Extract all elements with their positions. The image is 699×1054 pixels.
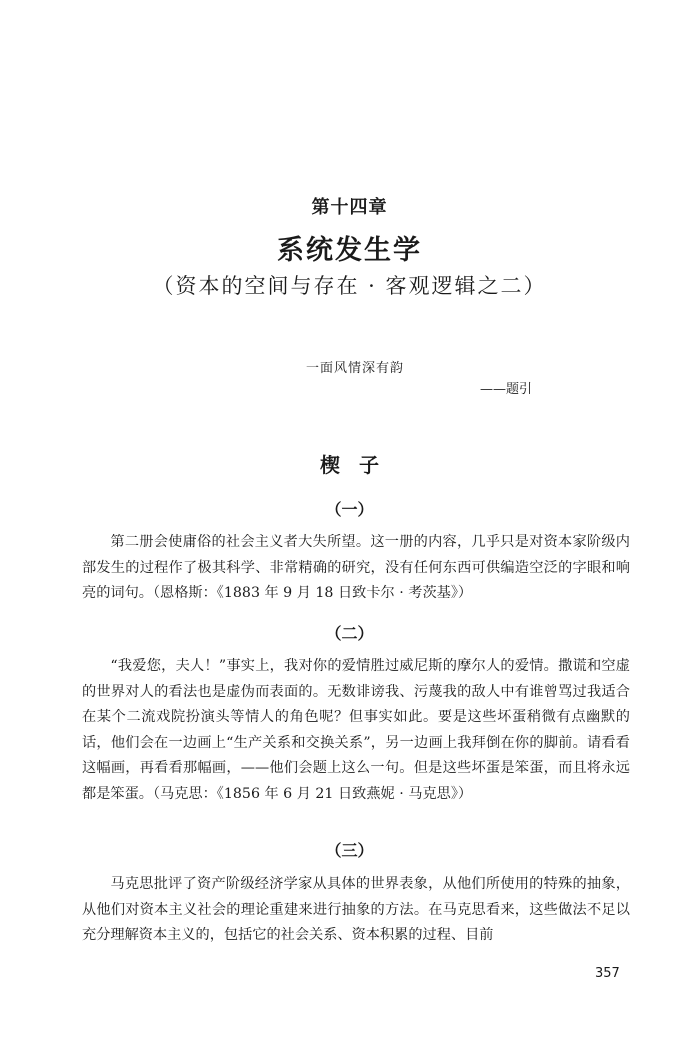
page-number: 357	[595, 966, 620, 981]
part-1-paragraph: 第二册会使庸俗的社会主义者大失所望。这一册的内容，几乎只是对资本家阶级内部发生的过程作了极其科学、非常精确的研究，没有任何东西可供编造空泛的字眼和响亮的词句。（恩格斯：《1883 年 9 月 18 日致卡尔 · 考茨基》）	[82, 534, 630, 601]
part-2-paragraph: “我爱您，夫人！”事实上，我对你的爱情胜过威尼斯的摩尔人的爱情。撒谎和空虚的世界对人的看法也是虚伪而表面的。无数诽谤我、污蔑我的敌人中有谁曾骂过我适合在某个二流戏院扮演头等情人的角色呢？但事实如此。要是这些坏蛋稍微有点幽默的话，他们会在一边画上“生产关系和交换关系”，另一边画上我拜倒在你的脚前。请看看这幅画，再看看那幅画，——他们会题上这么一句。但是这些坏蛋是笨蛋，而且将永远都是笨蛋。（马克思：《1856 年 6 月 21 日致燕妮 · 马克思》）	[82, 658, 630, 802]
chapter-title: 系统发生学	[277, 235, 422, 266]
part-3-heading: （三）	[325, 841, 374, 860]
chapter-subtitle: （资本的空间与存在 · 客观逻辑之二）	[152, 274, 547, 298]
section-heading: 楔 子	[320, 453, 379, 477]
chapter-label: 第十四章	[311, 197, 388, 218]
part-3-paragraph: 马克思批评了资产阶级经济学家从具体的世界表象，从他们所使用的特殊的抽象，从他们对资本主义社会的理论重建来进行抽象的方法。在马克思看来，这些做法不足以充分理解资本主义的，包括它的社会关系、资本积累的过程、目前	[82, 876, 630, 943]
part-2-heading: （二）	[325, 624, 374, 643]
epigraph-text: 一面风情深有韵	[306, 361, 405, 376]
epigraph-source: ——题引	[480, 382, 533, 397]
part-1-heading: （一）	[325, 500, 374, 519]
